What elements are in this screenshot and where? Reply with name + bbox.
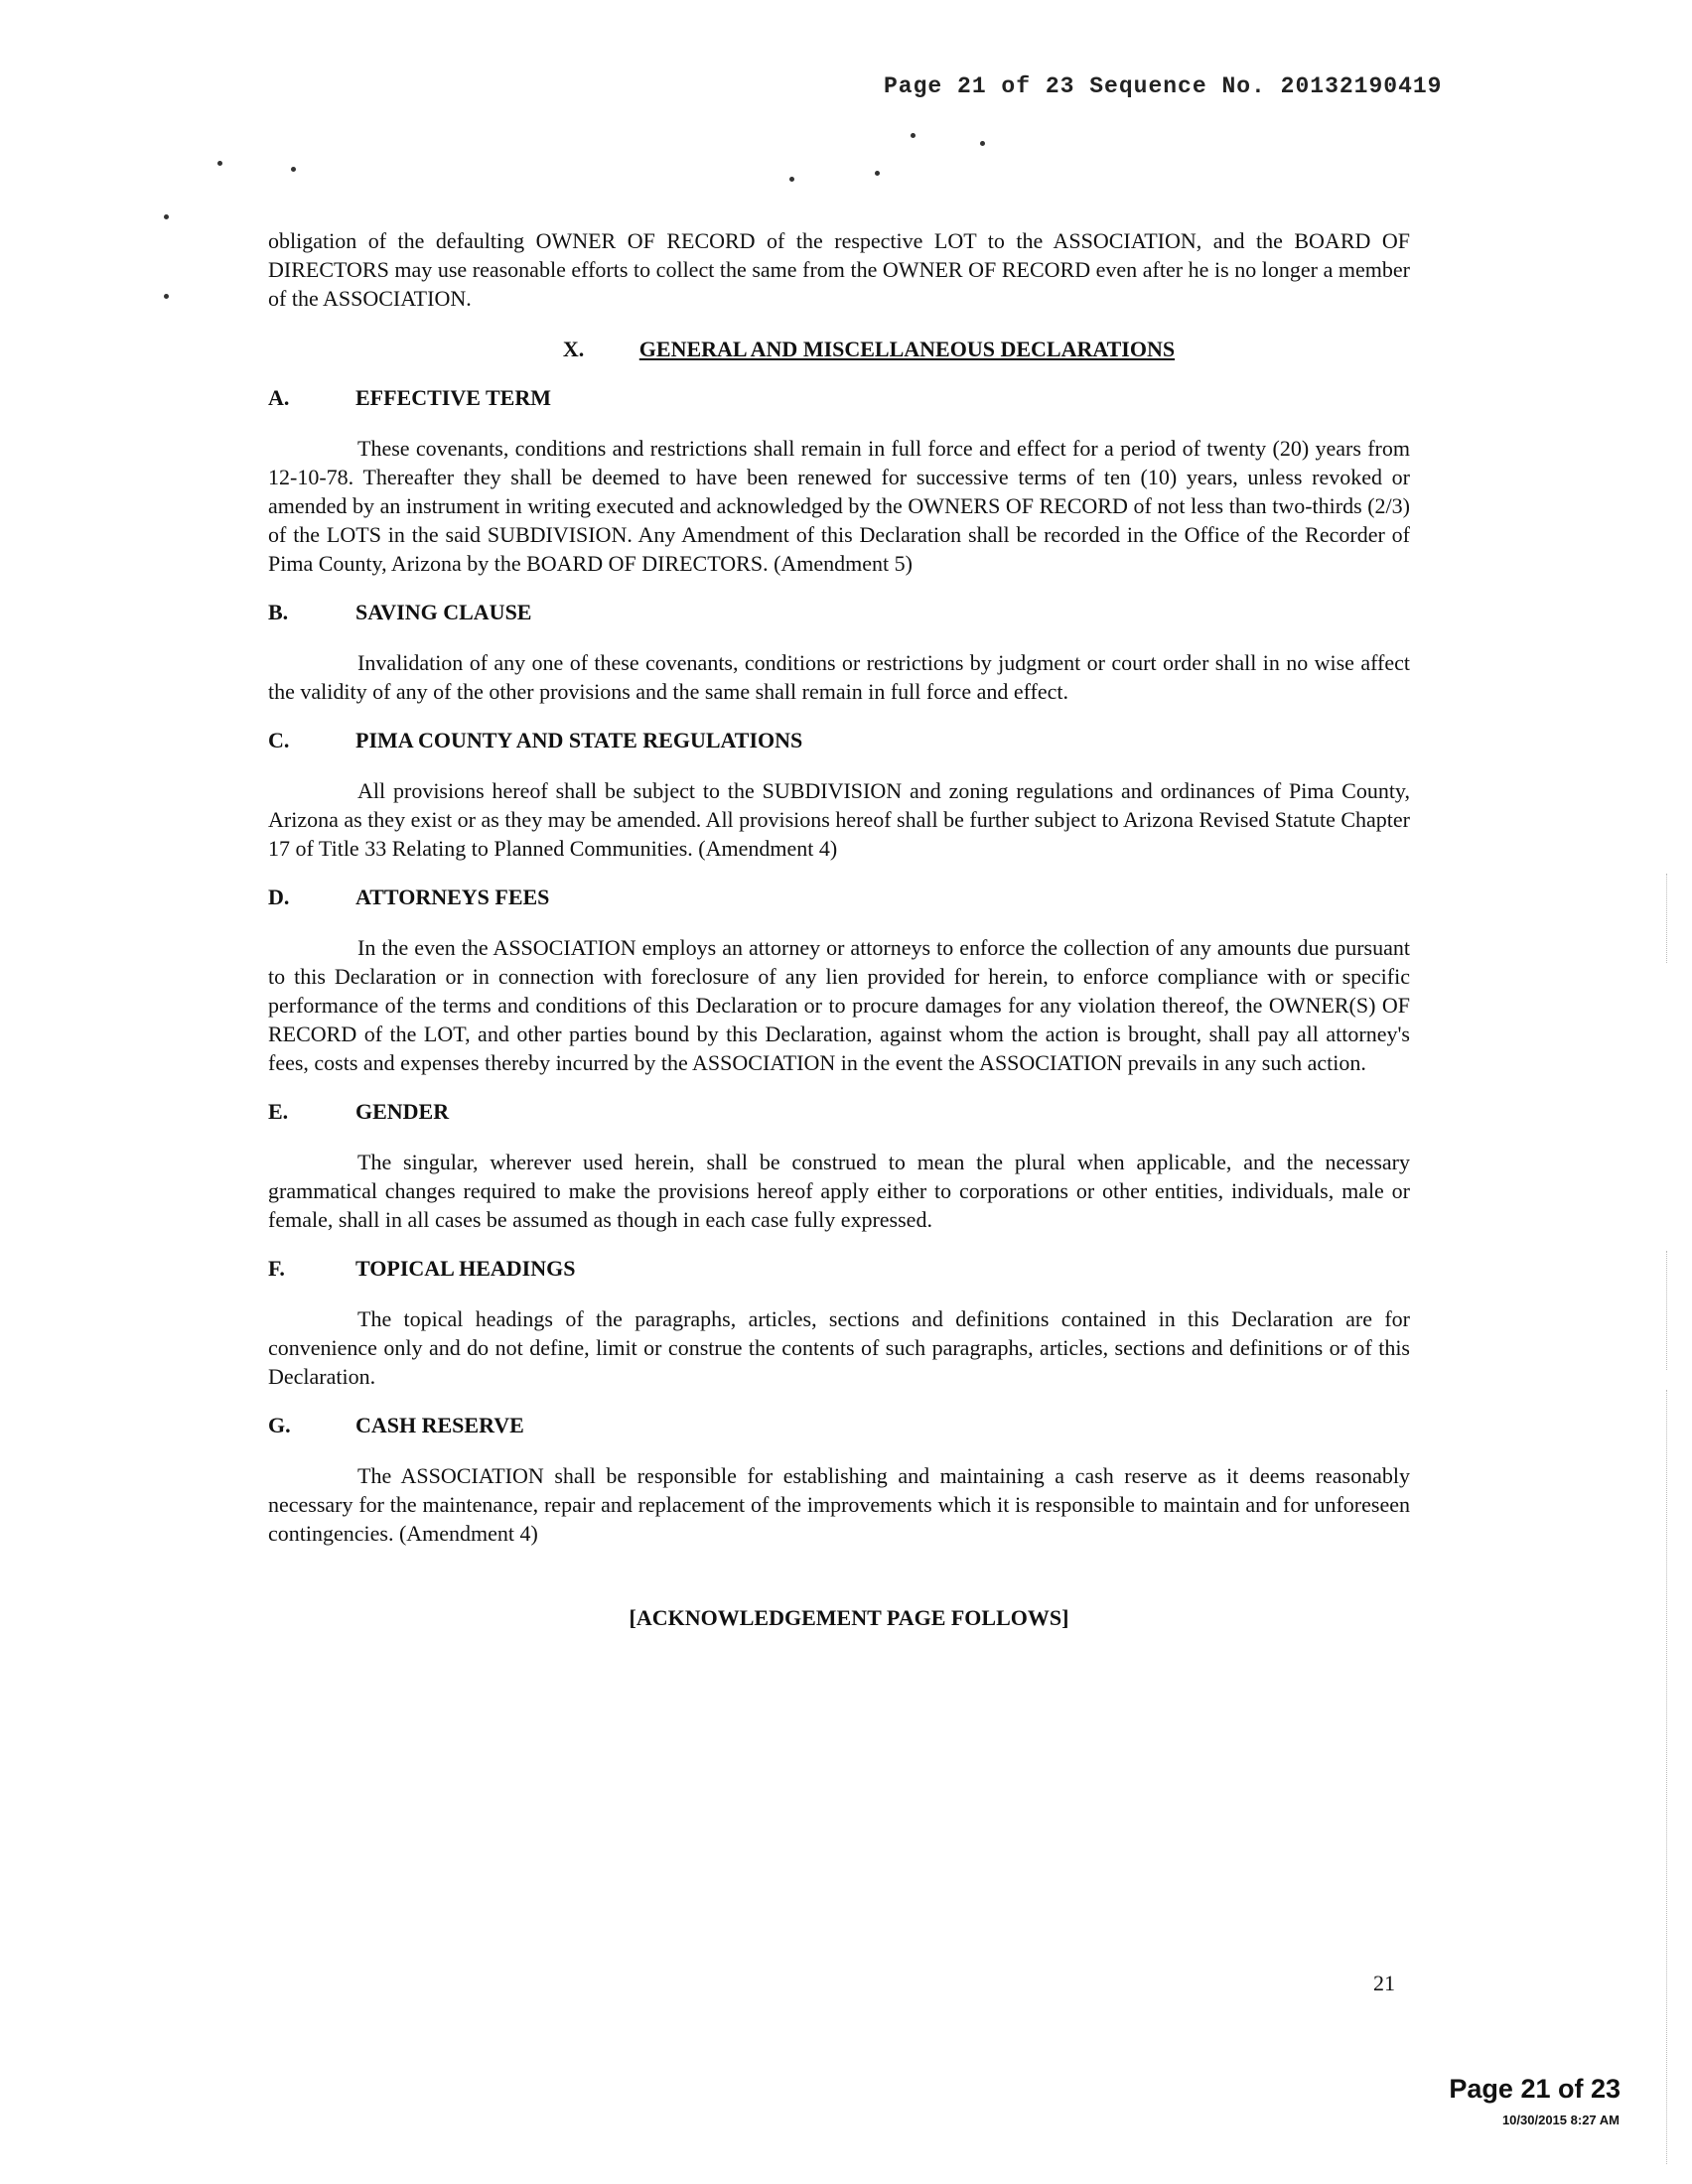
- timestamp-stamp: 10/30/2015 8:27 AM: [1501, 2113, 1620, 2127]
- section-letter: B.: [268, 600, 289, 624]
- scan-edge-mark: [1666, 874, 1667, 963]
- section-heading: [268, 726, 1410, 754]
- section-heading: [268, 1097, 1410, 1126]
- section-text: All provisions hereof shall be subject to the SUBDIVISION and zoning regulations and ordinances of Pima County, Arizona as they exist or as they may be amended. All provisions hereof shall be further subject to Arizona Revised Statute Chapter 17 of Title 33 Relating to Planned Communities. (Amendment 4): [268, 778, 1410, 861]
- scan-speck: [875, 171, 880, 176]
- recording-stamp: Page 21 of 23 Sequence No. 20132190419: [884, 73, 1443, 99]
- section-heading: [268, 1411, 1410, 1439]
- section-title: EFFECTIVE TERM: [355, 385, 552, 410]
- article-number: X.: [562, 337, 585, 361]
- scan-speck: [911, 133, 916, 138]
- scan-speck: [164, 214, 169, 219]
- scan-speck: [980, 141, 985, 146]
- page-number: 21: [1373, 1971, 1395, 1995]
- section-heading: [268, 598, 1410, 626]
- section-title: TOPICAL HEADINGS: [355, 1256, 576, 1281]
- section-letter: A.: [268, 385, 290, 410]
- section-text: In the even the ASSOCIATION employs an attorney or attorneys to enforce the collection of any amounts due pursuant to this Declaration or in connection with foreclosure of any lien provided for herein, to enforce compliance with or specific performance of the terms and conditions of this Declaration or to procure damages for any violation thereof, the OWNER(S) OF RECORD of the LOT, and other parties bound by this Declaration, against whom the action is brought, shall pay all attorney's fees, costs and expenses thereby incurred by the ASSOCIATION in the event the ASSOCIATION prevails in any such action.: [268, 935, 1410, 1075]
- scan-speck: [291, 167, 296, 172]
- scan-speck: [789, 177, 794, 182]
- section-title: ATTORNEYS FEES: [355, 885, 550, 909]
- section-text: Invalidation of any one of these covenants, conditions or restrictions by judgment or court order shall in no wise affect the validity of any of the other provisions and the same shall remain in full force and effect.: [268, 650, 1410, 704]
- section-text: The singular, wherever used herein, shall be construed to mean the plural when applicable, and the necessary grammatical changes required to make the provisions hereof apply either to corporations or other entities, individuals, male or female, shall in all cases be assumed as though in each case fully expressed.: [268, 1150, 1410, 1232]
- scan-speck: [217, 161, 222, 166]
- section-title: PIMA COUNTY AND STATE REGULATIONS: [355, 728, 803, 752]
- section-heading: [268, 883, 1410, 911]
- document-body: [268, 226, 1410, 1632]
- section-letter: E.: [268, 1099, 289, 1124]
- scan-edge-mark: [1666, 1251, 1667, 1370]
- section-letter: F.: [268, 1256, 285, 1281]
- continuation-paragraph: obligation of the defaulting OWNER OF RECORD of the respective LOT to the ASSOCIATION, and the BOARD OF DIRECTORS may use reasonable efforts to collect the same from the OWNER OF RECORD even after he is no longer a member of the ASSOCIATION.: [268, 228, 1410, 311]
- section-letter: G.: [268, 1413, 291, 1437]
- scan-edge-mark: [1666, 1390, 1667, 2164]
- section-text: The ASSOCIATION shall be responsible for establishing and maintaining a cash reserve as it deems reasonably necessary for the maintenance, repair and replacement of the improvements which it is responsible to maintain and for unforeseen contingencies. (Amendment 4): [268, 1463, 1410, 1546]
- section-title: GENDER: [355, 1099, 450, 1124]
- scan-speck: [164, 294, 169, 299]
- section-heading: [268, 383, 1410, 412]
- section-title: CASH RESERVE: [355, 1413, 524, 1437]
- section-letter: D.: [268, 885, 290, 909]
- article-heading: [268, 335, 1410, 363]
- page-count-stamp: Page 21 of 23: [1449, 2074, 1621, 2104]
- section-text: These covenants, conditions and restrictions shall remain in full force and effect for a period of twenty (20) years from 12-10-78. Thereafter they shall be deemed to have been renewed for successive terms of ten (10) years, unless revoked or amended by an instrument in writing executed and acknowledged by the OWNERS OF RECORD of not less than two-thirds (2/3) of the LOTS in the said SUBDIVISION. Any Amendment of this Declaration shall be recorded in the Office of the Recorder of Pima County, Arizona by the BOARD OF DIRECTORS. (Amendment 5): [268, 436, 1410, 576]
- section-letter: C.: [268, 728, 290, 752]
- article-title: GENERAL AND MISCELLANEOUS DECLARATIONS: [638, 337, 1176, 361]
- section-title: SAVING CLAUSE: [355, 600, 532, 624]
- section-text: The topical headings of the paragraphs, articles, sections and definitions contained in this Declaration are for convenience only and do not define, limit or construe the contents of such paragraphs, articles, sections and definitions or of this Declaration.: [268, 1306, 1410, 1389]
- section-heading: [268, 1254, 1410, 1283]
- acknowledgement-notice: [ACKNOWLEDGEMENT PAGE FOLLOWS]: [629, 1605, 1069, 1630]
